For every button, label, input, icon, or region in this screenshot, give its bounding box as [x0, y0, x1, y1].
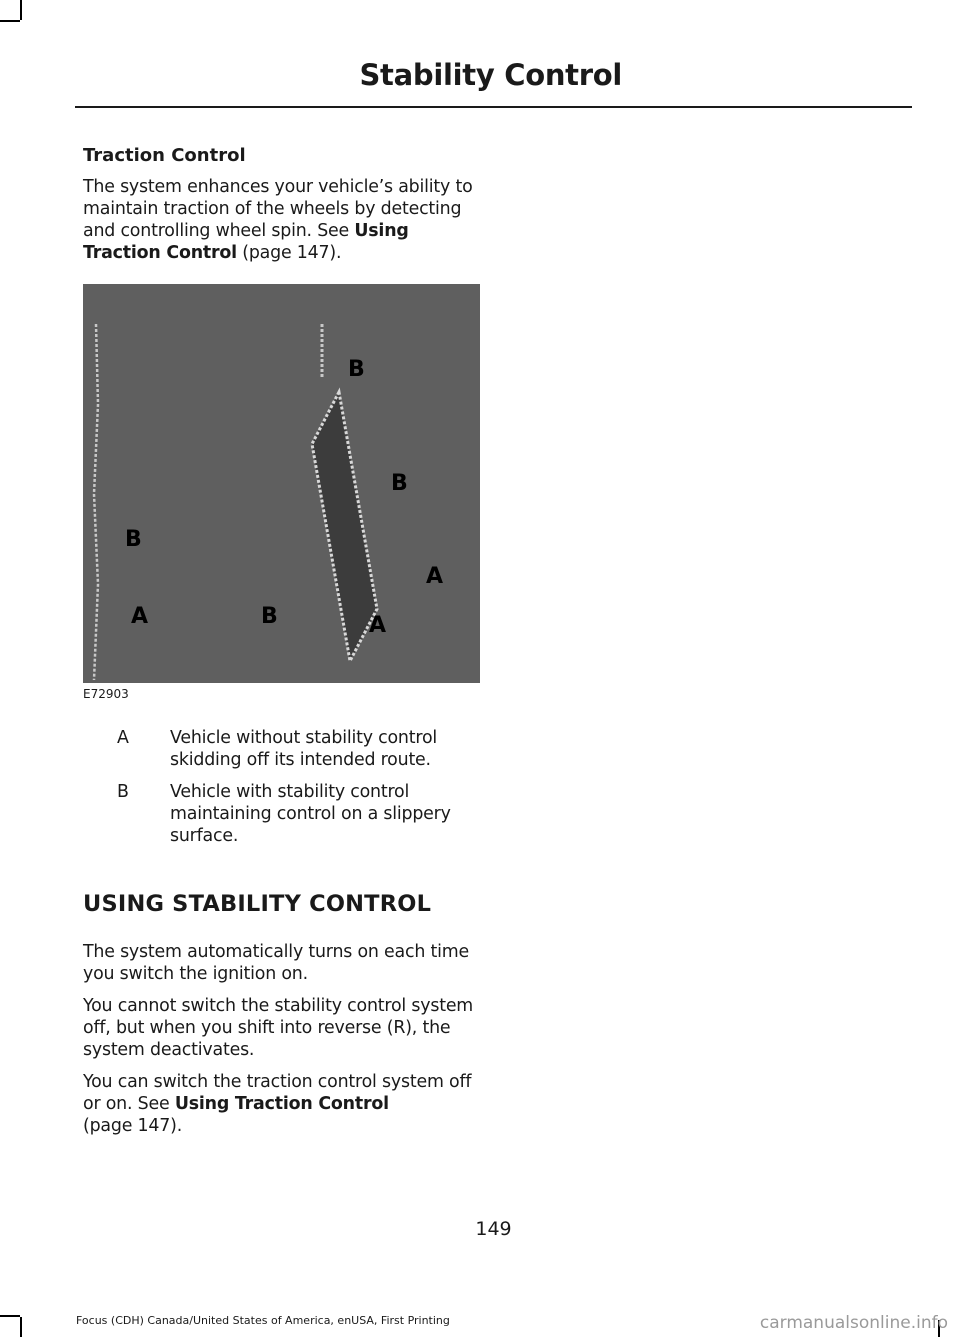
footer-text: Focus (CDH) Canada/United States of America, enUSA, First Printing — [76, 1314, 450, 1327]
legend-key: B — [117, 782, 129, 802]
section-paragraph-2: You cannot switch the stability control system off, but when you shift into reverse (R), the system deactivates. — [83, 996, 474, 1060]
traction-heading: Traction Control — [83, 145, 246, 166]
legend-text: Vehicle without stability control skidding off its intended route. — [170, 728, 438, 770]
section-paragraph-1: The system automatically turns on each time you switch the ignition on. — [83, 942, 470, 984]
legend-item — [83, 727, 483, 771]
crop-mark — [0, 1315, 20, 1317]
crop-mark — [20, 1317, 22, 1337]
crop-mark — [0, 20, 20, 22]
traction-link[interactable]: Using Traction Control — [83, 221, 409, 263]
legend-key: A — [117, 728, 129, 748]
figure-label: B — [125, 527, 142, 552]
figure-label: B — [261, 604, 278, 629]
figure-label: B — [348, 357, 365, 382]
section-paragraph-3 — [83, 1071, 483, 1137]
skid-illustration — [83, 284, 480, 683]
legend-text: Vehicle with stability control maintaining control on a slippery surface. — [170, 782, 451, 846]
figure-label: A — [131, 604, 149, 629]
crop-mark — [20, 0, 22, 20]
legend-item — [83, 781, 483, 847]
traction-paragraph — [83, 176, 483, 264]
header-rule — [75, 106, 912, 108]
traction-body: The system enhances your vehicle’s ability to maintain traction of the wheels by detecting and controlling wheel spin. See — [83, 177, 473, 241]
section-paragraph-3-text: You can switch the traction control system off or on. See — [83, 1072, 472, 1114]
section-link[interactable]: Using Traction Control — [174, 1094, 389, 1114]
figure-code: E72903 — [83, 687, 129, 701]
section-page-ref: (page 147). — [83, 1116, 183, 1136]
page-number: 149 — [475, 1218, 512, 1240]
page-title: Stability Control — [359, 58, 622, 92]
road-diagram — [83, 284, 480, 683]
section-heading: USING STABILITY CONTROL — [83, 891, 432, 917]
figure-label: A — [426, 564, 444, 589]
figure-label: B — [391, 471, 408, 496]
watermark: carmanualsonline.info — [759, 1313, 948, 1333]
main-column — [83, 145, 483, 1147]
figure-label: A — [369, 613, 387, 638]
traction-page-ref: (page 147). — [236, 243, 342, 263]
